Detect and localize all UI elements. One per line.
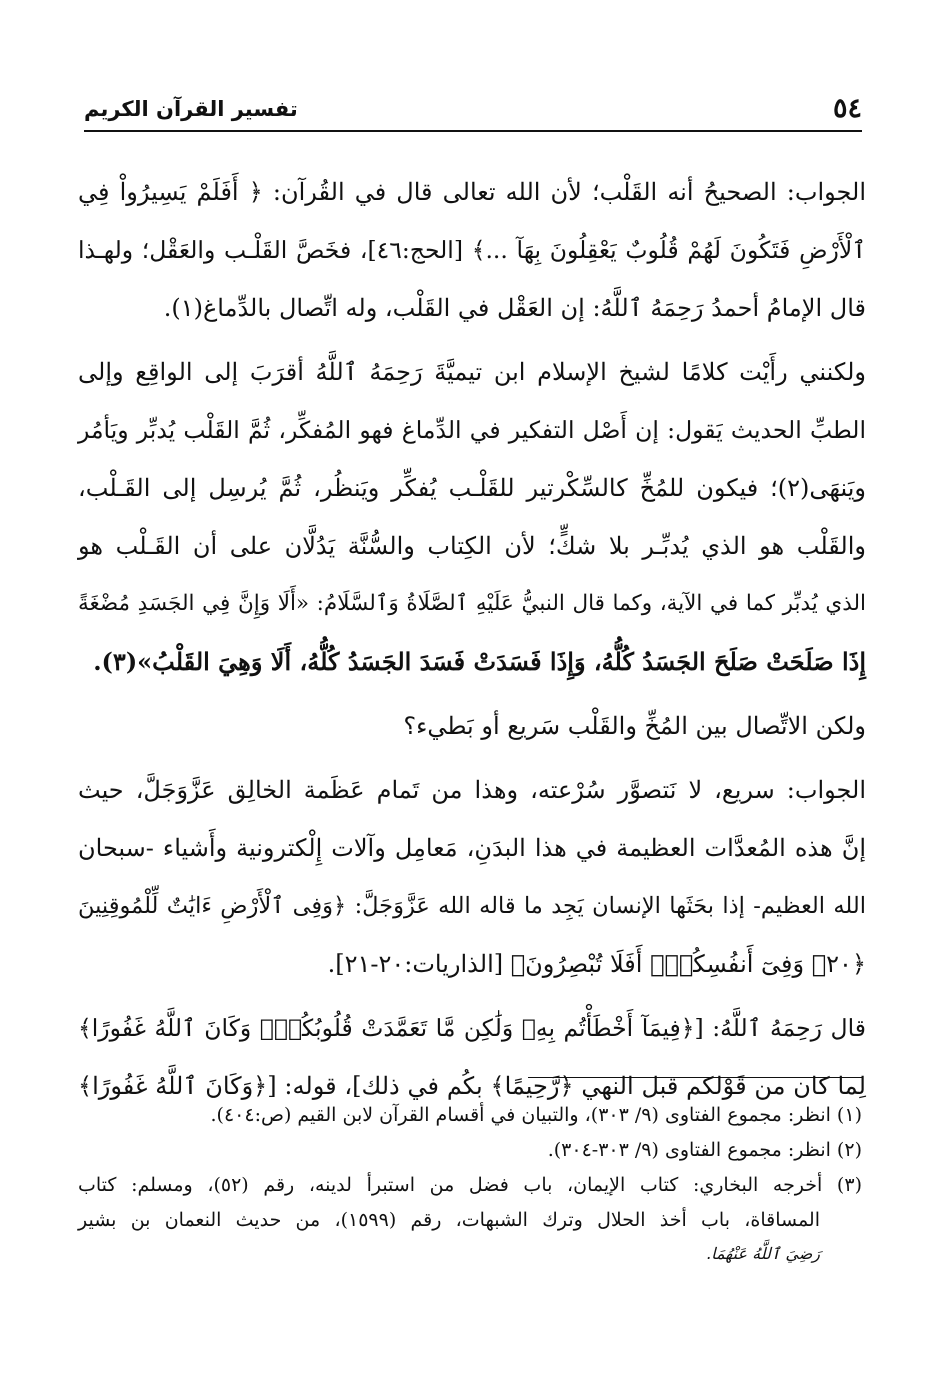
running-title: تفسير القرآن الكريم [84,97,298,121]
paragraph-answer-speed [78,761,866,993]
footnote-separator [528,1077,862,1078]
page-number: ٥٤ [832,93,862,124]
footnote-2 [78,1133,862,1168]
body-line: الذي يُدبِّر كما في الآية، وكما قال النبيُّ عَلَيْهِ ٱلصَّلَاةُ وَٱلسَّلَامُ: «أَلَا وَإِنَّ فِي الجَسَدِ مُضْغَةً [78,591,866,616]
body-line: الطبِّ الحديث يَقول: إن أَصْل التفكير في الدِّماغ فهو المُفكِّر، ثُمَّ القَلْب يُدبِّر ويَأمُر [78,416,866,444]
body-line: لِما كان من قَوْلكم قبل النهي ﴿رَّحِيمًا﴾ بكُم في ذلك]، قوله: [﴿وَكَانَ ٱللَّهُ غَفُورًا﴾ [78,1072,866,1100]
footnote-line: (٣) أخرجه البخاري: كتاب الإيمان، باب فضل من استبرأ لدينه، رقم (٥٢)، ومسلم: كتاب [78,1174,862,1196]
paragraph-answer-heart [78,163,866,337]
header-rule [84,130,862,132]
footnote-line: المساقاة، باب أخذ الحلال وترك الشبهات، رقم (١٥٩٩)، من حديث النعمان بن بشير [78,1209,820,1231]
body-line: قال الإمامُ أحمدُ رَحِمَهُ ٱللَّهُ: إن العَقْل في القَلْب، وله اتِّصال بالدِّماغ(١). [163,294,866,322]
quran-verse-line: ﴿٢٠﴾ وَفِىٓ أَنفُسِكُمْۚ أَفَلَا تُبْصِرُونَ﴾ [الذاريات:٢٠-٢١]. [327,950,866,978]
footnote-3 [78,1168,862,1270]
body-line: قال رَحِمَهُ ٱللَّهُ: [﴿فِيمَآ أَخْطَأْتُم بِهِۦ وَلَٰكِن مَّا تَعَمَّدَتْ قُلُوبُكُمْۚ وَكَانَ ٱللَّهُ غَفُورًا﴾ [78,1014,866,1042]
body-line: ٱلْأَرْضِ فَتَكُونَ لَهُمْ قُلُوبٌ يَعْقِلُونَ بِهَآ ...﴾ [الحج:٤٦]، فخَصَّ القَلْـب والعَقْل؛ ولهـذا [78,236,867,264]
footnote-1 [78,1098,862,1133]
honorific-phrase: رَضِيَ ٱللَّهُ عَنْهُمَا. [706,1244,820,1263]
body-line: ولكنني رأَيْت كلامًا لشيخ الإسلام ابن تيميَّةَ رَحِمَهُ ٱللَّهُ أقرَبَ إلى الواقِع وإلى [78,358,866,386]
hadith-line: إِذَا صَلَحَتْ صَلَحَ الجَسَدُ كُلُّهُ، وَإِذَا فَسَدَتْ فَسَدَ الجَسَدُ كُلُّهُ، أَلَا وَهِيَ القَلْبُ»(٣). [93,647,866,676]
footnotes [78,1098,862,1270]
body-line: ويَنهَى(٢)؛ فيكون للمُخِّ كالسِّكْرتير للقَلْـب يُفكِّر ويَنظُر، ثُمَّ يُرسِل إلى القَـلْب، [78,474,866,502]
footnote-line: (١) انظر: مجموع الفتاوى (٩/ ٣٠٣)، والتبيان في أقسام القرآن لابن القيم (ص:٤٠٤). [210,1104,862,1126]
body-line: الجواب: الصحيحُ أنه القَلْب؛ لأن الله تعالى قال في القُرآن: ﴿ أَفَلَمْ يَسِيرُواْ فِي [78,178,866,206]
paragraph-question [78,697,866,755]
footnote-line: (٢) انظر: مجموع الفتاوى (٩/ ٣٠٣-٣٠٤). [547,1139,862,1161]
body-line: الجواب: سريع، لا نَتصوَّر سُرْعته، وهذا من تَمام عَظَمة الخالِق عَزَّوَجَلَّ، حيث [78,776,866,804]
body-line: ولكن الاتِّصال بين المُخِّ والقَلْب سَريع أو بَطيء؟ [403,712,866,740]
paragraph-ibn-taymiyyah [78,343,866,691]
page-header [84,92,862,128]
body-line: إنَّ هذه المُعدَّات العظيمة في هذا البدَنِ، مَعامِل وآلات إِلْكترونية وأَشياء -سبحان [78,834,866,862]
body-line: والقَلْب هو الذي يُدبِّـر بلا شكٍّ؛ لأن الكِتاب والسُّنَّة يَدُلَّان على أن القَـلْب هو [78,532,866,560]
body-line: الله العظيم- إذا بحَثَها الإنسان يَجِد ما قاله الله عَزَّوَجَلَّ: ﴿وَفِى ٱلْأَرْضِ ءَايَٰتٌ لِّلْمُوقِنِينَ [78,893,866,919]
body-text [78,163,866,1115]
